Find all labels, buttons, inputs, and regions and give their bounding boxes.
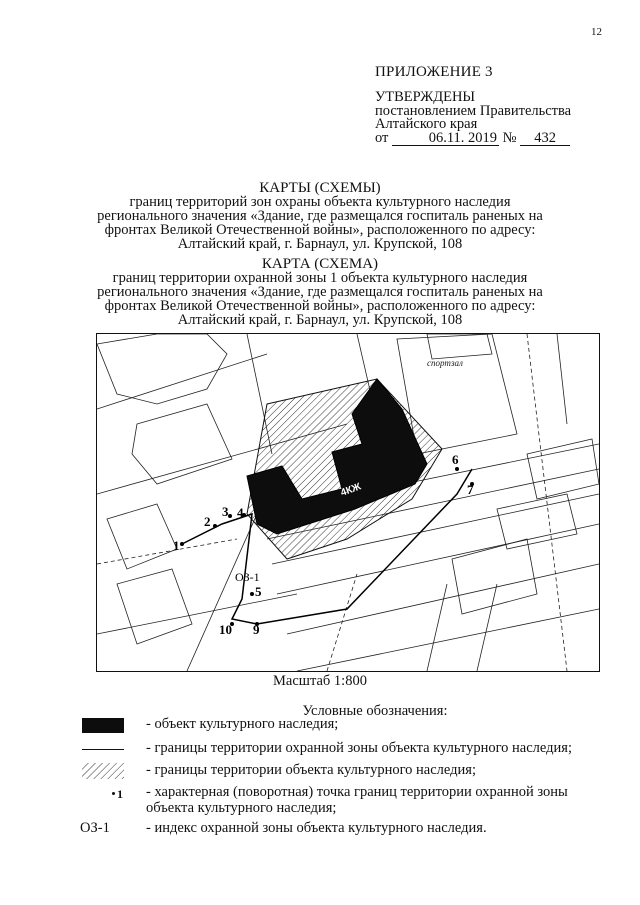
heading-scheme-line: Алтайский край, г. Барнаул, ул. Крупской, 108	[177, 312, 463, 328]
point-label: 7	[467, 482, 474, 497]
turning-point-marker	[250, 592, 254, 596]
legend-index-text: - индекс охранной зоны объекта культурного наследия.	[146, 820, 487, 836]
point-label: 2	[204, 514, 211, 529]
approval-date-row	[375, 129, 571, 147]
turning-point-marker	[180, 542, 184, 546]
legend-index-symbol	[80, 820, 140, 838]
from-label: от	[375, 129, 389, 146]
legend-point-number: 1	[117, 787, 123, 801]
heading-scheme-title: КАРТА (СХЕМА)	[261, 256, 379, 272]
legend-item-object	[80, 716, 620, 734]
heading-schemes	[60, 181, 580, 251]
approval-line-2: постановлением Правительства	[375, 102, 572, 119]
approval-number: 432	[520, 132, 570, 147]
legend-item-object-border	[80, 762, 620, 780]
legend-zone-border-symbol	[80, 740, 140, 758]
appendix-label: ПРИЛОЖЕНИЕ 3	[375, 64, 493, 80]
cadastral-map	[96, 333, 600, 672]
legend-item-point	[80, 784, 620, 818]
heading-schemes-line: границ территорий зон охраны объекта культурного наследия	[129, 194, 511, 210]
approval-line-3: Алтайского края	[375, 116, 478, 132]
legend-object-border-text: - границы территории объекта культурного наследия;	[146, 762, 476, 778]
point-label: 1	[173, 538, 180, 553]
building-label: 4КЖ	[339, 481, 363, 499]
point-label: 3	[222, 504, 229, 519]
heading-schemes-line: Алтайский край, г. Барнаул, ул. Крупской, 108	[177, 236, 463, 252]
turning-point-marker	[228, 514, 232, 518]
heading-schemes-line: регионального значения «Здание, где размещался госпиталь раненых на	[97, 208, 543, 224]
legend-item-zone-border	[80, 740, 620, 758]
legend-point-symbol	[80, 784, 140, 802]
legend-point-text: - характерная (поворотная) точка границ территории охранной зоны объекта культурного наследия;	[146, 784, 568, 816]
point-label: 10	[219, 622, 232, 637]
legend-object-text: - объект культурного наследия;	[146, 716, 339, 732]
point-label: 6	[452, 452, 459, 467]
map-scale: Масштаб 1:800	[273, 673, 367, 689]
map-drawing	[97, 334, 599, 671]
zone-index-label: ОЗ-1	[235, 570, 260, 584]
heading-schemes-line: фронтах Великой Отечественной войны», расположенного по адресу:	[104, 222, 536, 238]
heading-schemes-title: КАРТЫ (СХЕМЫ)	[259, 180, 381, 196]
number-sign: №	[502, 129, 517, 146]
point-label: 9	[253, 622, 260, 637]
point-label: 4	[237, 505, 244, 520]
sport-hall-label: спортзал	[427, 358, 463, 368]
turning-point-marker	[213, 524, 217, 528]
point-label: 5	[255, 584, 262, 599]
legend-hatch-symbol	[80, 762, 140, 780]
approval-date: 06.11. 2019	[392, 132, 499, 147]
legend	[80, 716, 620, 838]
turning-point-marker	[455, 467, 459, 471]
legend-item-index	[80, 820, 620, 838]
heading-scheme-line: регионального значения «Здание, где размещался госпиталь раненых на	[97, 284, 543, 300]
legend-object-symbol	[80, 716, 140, 734]
approval-line-1: УТВЕРЖДЕНЫ	[375, 89, 476, 105]
approval-block	[375, 91, 571, 146]
heading-scheme-line: фронтах Великой Отечественной войны», расположенного по адресу:	[104, 298, 536, 314]
heading-scheme	[60, 257, 580, 327]
legend-index-label: ОЗ-1	[80, 820, 110, 836]
legend-title: Условные обозначения:	[302, 703, 448, 719]
legend-zone-border-text: - границы территории охранной зоны объекта культурного наследия;	[146, 740, 572, 756]
heading-scheme-line: границ территории охранной зоны 1 объекта культурного наследия	[112, 270, 528, 286]
page-number: 12	[591, 26, 602, 38]
